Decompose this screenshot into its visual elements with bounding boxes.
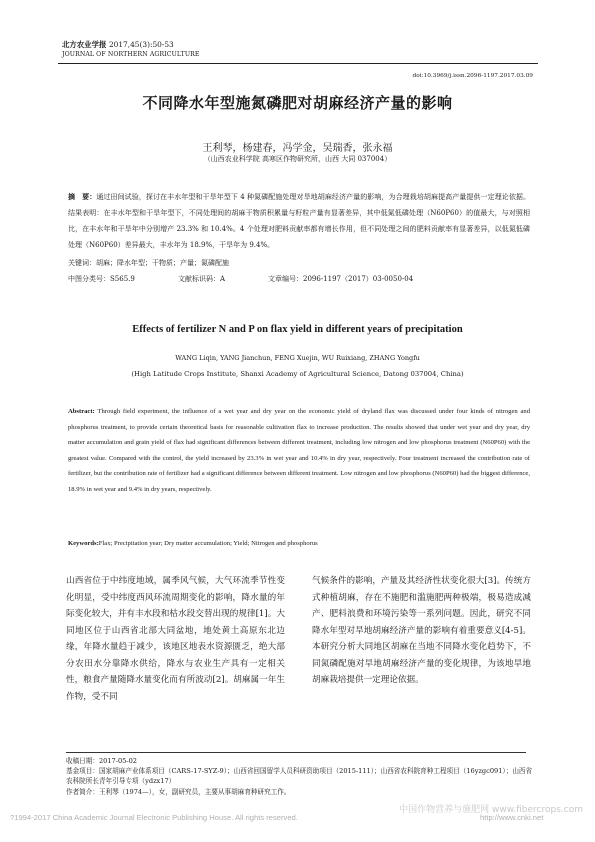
keywords-en-label: Keywords: <box>68 540 99 547</box>
affiliation-cn: （山西农业科学院 高寒区作物研究所，山西 大同 037004） <box>203 155 392 163</box>
body-text-right-column: 气候条件的影响，产量及其经济性状变化很大[3]。传统方式种植胡麻，存在不施肥和滥施肥两种极端，极易造成减产、肥料浪费和环境污染等一系列问题。因此，研究不同降水年型对旱地胡麻经济产量的影响有着重要意义[4-5]。本研究分析大同地区胡麻在当地不同降水变化趋势下，不同氮磷配施对旱地胡麻经济产量的变化规律，为该地旱地胡麻栽培提供一定理论依据。 <box>312 576 531 685</box>
title-en: Effects of fertilizer N and P on flax yield in different years of precipitation <box>132 324 463 335</box>
copyright-footer <box>10 813 585 822</box>
document-code: 文献标识码：A <box>178 275 226 283</box>
footnote-received: 收稿日期：2017-05-02 <box>66 757 137 765</box>
title-cn: 不同降水年型施氮磷肥对胡麻经济产量的影响 <box>142 94 453 112</box>
abstract-cn-text: 通过田间试验，探讨在丰水年型和干旱年型下 4 种氮磷配施处理对旱地胡麻经济产量的影响，为合理栽培胡麻提高产量提供一定理论依据。结果表明：在丰水年型和干旱年型下，不同处理间的胡麻干物质积累量与籽粒产量有显著差异，其中低氮低磷处理（N60P60）的值最大，与对照相比，在丰水年和干旱年中分别增产 23.3% 和 10.4%。4 个处理对肥料贡献率都有增长作用，但不同处理之间的肥料贡献率有显著差异，以低氮低磷处理（N60P60）差异最大，丰水年为 18.9%，干旱年为 9.4%。 <box>68 193 531 249</box>
affiliation-en: (High Latitude Crops Institute, Shanxi Academy of Agricultural Science, Datong 037004, China) <box>131 370 464 378</box>
watermark: 中国作物营养与施肥网 www.fibercrops.com <box>399 805 583 815</box>
header-rule <box>58 63 538 64</box>
journal-header <box>62 40 174 50</box>
keywords-cn: 关键词：胡麻；降水年型；干物质；产量；氮磷配施 <box>68 259 229 267</box>
abstract-en-label: Abstract: <box>68 408 95 415</box>
journal-name-en: JOURNAL OF NORTHERN AGRICULTURE <box>62 51 200 58</box>
abstract-cn <box>68 189 530 253</box>
article-number: 文章编号：2096-1197（2017）03-0050-04 <box>268 275 414 283</box>
keywords-en-text: Flax; Precipitation year; Dry matter accumulation; Yield; Nitrogen and phosphorus <box>98 540 318 547</box>
footnote-author: 作者简介：王利琴（1974—），女，副研究员，主要从事胡麻育种研究工作。 <box>66 787 291 796</box>
authors-en: WANG Liqin, YANG Jianchun, FENG Xuejin, WU Ruixiang, ZHANG Yongfu <box>175 354 420 362</box>
clc-number: 中图分类号：S565.9 <box>68 275 135 283</box>
footnotes <box>66 756 536 797</box>
footnote-funding: 基金项目：国家胡麻产业体系项目（CARS-17-SYZ-9）；山西省回国留学人员科研资助项目（2015-111）；山西省农科院育种工程项目（16yzgc091）；山西省农科院所长青年引导专项（ydzx17） <box>66 767 533 786</box>
abstract-en-text: Through field experiment, the influence of a wet year and dry year on the economic yield of dryland flax was discussed under four kinds of nitrogen and phosphorus treatment, to provide certain theoretical basis for reasonable cultivation flax to increase production. The results showed that under wet year and dry year, dry matter accumulation and grain yield of flax had significant differences between different treatment, including low nitrogen and low phosphorus treatment (N60P60) with the greatest value. Compared with the control, the yield increased by 23.3% in wet year and 10.4% in dry year, respectively. Four treatment increased the contribution rate of fertilizer, but the contribution rate of fertilizer had a significant difference between different treatment. Low nitrogen and low phosphorus (N60P60) had the biggest difference, 18.9% in wet year and 9.4% in dry years, respectively. <box>68 408 531 493</box>
copyright-text: ?1994-2017 China Academic Journal Electronic Publishing House. All rights reserved. <box>10 813 298 822</box>
journal-issue: 2017,45(3):50-53 <box>108 40 174 49</box>
keywords-en <box>68 540 530 547</box>
body-text-left-column: 山西省位于中纬度地域，属季风气候，大气环流季节性变化明显，受中纬度西风环流周期变化的影响，降水量的年际变化较大，并有丰水段和枯水段交替出现的规律[1]。大同地区位于山西省北部大同盆地，地处黄土高原东北边缘，年降水量趋于减少，该地区地表水资源匮乏，绝大部分农田水分靠降水供给，降水与农业生产具有一定相关性，粮食产量随降水量变化而有所波动[2]。胡麻属一年生作物，受不同 <box>66 576 285 702</box>
abstract-cn-label: 摘 要： <box>68 192 97 201</box>
journal-name-cn: 北方农业学报 <box>62 40 107 49</box>
abstract-en <box>68 404 530 498</box>
doi: doi:10.3969/j.issn.2096-1197.2017.03.09 <box>412 73 533 79</box>
cnki-link[interactable]: http://www.cnki.net <box>480 813 544 822</box>
footnote-rule <box>66 752 526 753</box>
authors-cn: 王利琴，杨建春，冯学金，吴瑞香，张永福 <box>202 143 393 154</box>
